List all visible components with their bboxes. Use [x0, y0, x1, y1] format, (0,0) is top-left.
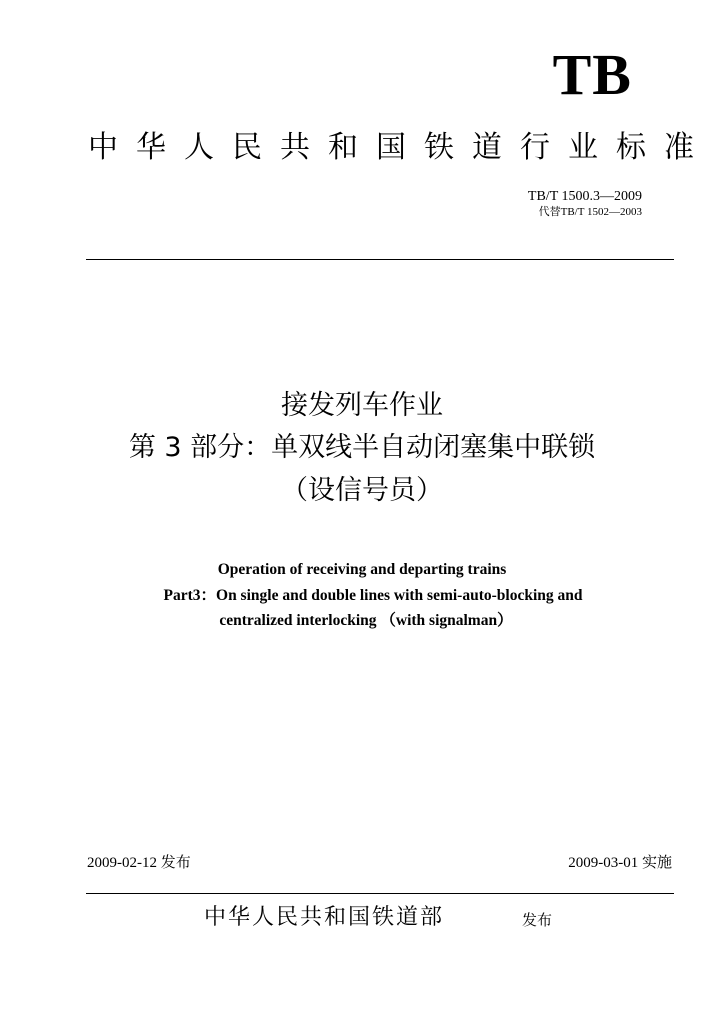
english-title-line-1: Operation of receiving and departing trains: [217, 561, 507, 578]
english-title-line-3: centralized interlocking （with signalman）: [219, 612, 513, 629]
chinese-title-line-3: （设信号员）: [281, 475, 443, 506]
issue-date: 2009-02-12 发布: [87, 855, 191, 871]
english-title-line-2: Part3：On single and double lines with semi-auto-blocking and: [163, 587, 583, 604]
implementation-date: 2009-03-01 实施: [568, 855, 672, 871]
chinese-title-line-2: 第 3 部分：单双线半自动闭塞集中联锁: [128, 432, 596, 463]
issuer-name: 中华人民共和国铁道部: [204, 905, 445, 930]
issuer-suffix: 发布: [522, 911, 553, 929]
bottom-divider: [86, 893, 674, 894]
header-title: 中华人民共和国铁道行业标准: [88, 130, 712, 165]
top-divider: [86, 259, 674, 260]
replaces-standard: 代替TB/T 1502—2003: [538, 206, 642, 218]
tb-logo: TB: [552, 42, 632, 107]
chinese-title-line-1: 接发列车作业: [281, 390, 443, 421]
standard-number: TB/T 1500.3—2009: [527, 189, 642, 204]
